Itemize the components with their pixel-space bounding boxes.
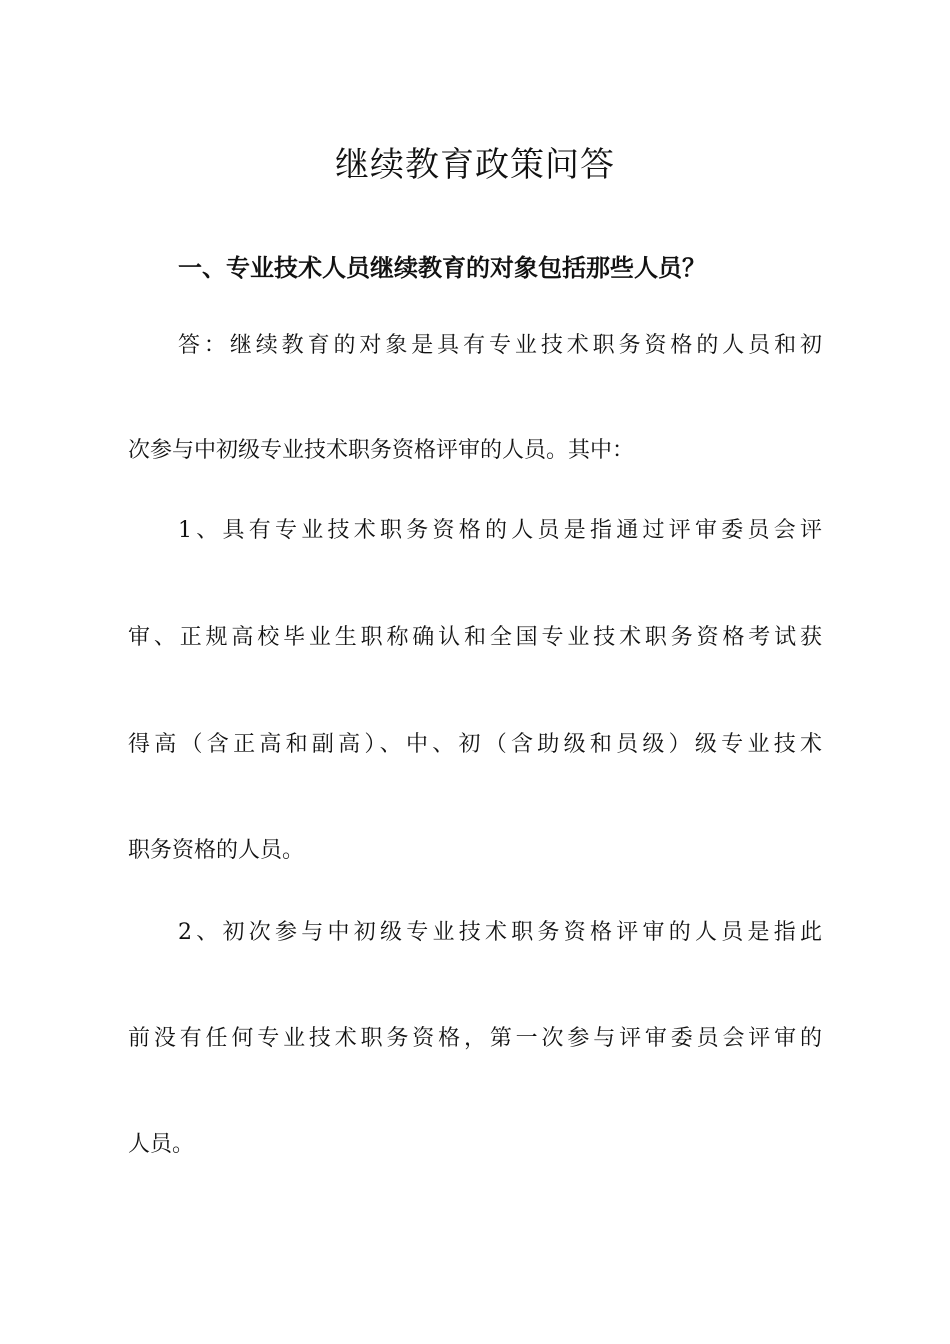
document-title: 继续教育政策问答 (335, 145, 615, 185)
question-heading-1: 一、专业技术人员继续教育的对象包括那些人员？ (178, 254, 706, 282)
answer-line: 前没有任何专业技术职务资格，第一次参与评审委员会评审的 (128, 1026, 822, 1051)
answer-line: 次参与中初级专业技术职务资格评审的人员。其中： (128, 438, 635, 463)
answer-line: 1、具有专业技术职务资格的人员是指通过评审委员会评 (178, 518, 822, 543)
answer-line: 审、正规高校毕业生职称确认和全国专业技术职务资格考试获 (128, 625, 822, 650)
answer-line: 答：继续教育的对象是具有专业技术职务资格的人员和初 (178, 333, 822, 358)
answer-line: 得高（含正高和副高）、中、初（含助级和员级）级专业技术 (128, 732, 822, 757)
answer-line: 人员。 (128, 1132, 195, 1157)
answer-line: 2、初次参与中初级专业技术职务资格评审的人员是指此 (178, 920, 822, 945)
answer-line: 职务资格的人员。 (128, 838, 305, 863)
